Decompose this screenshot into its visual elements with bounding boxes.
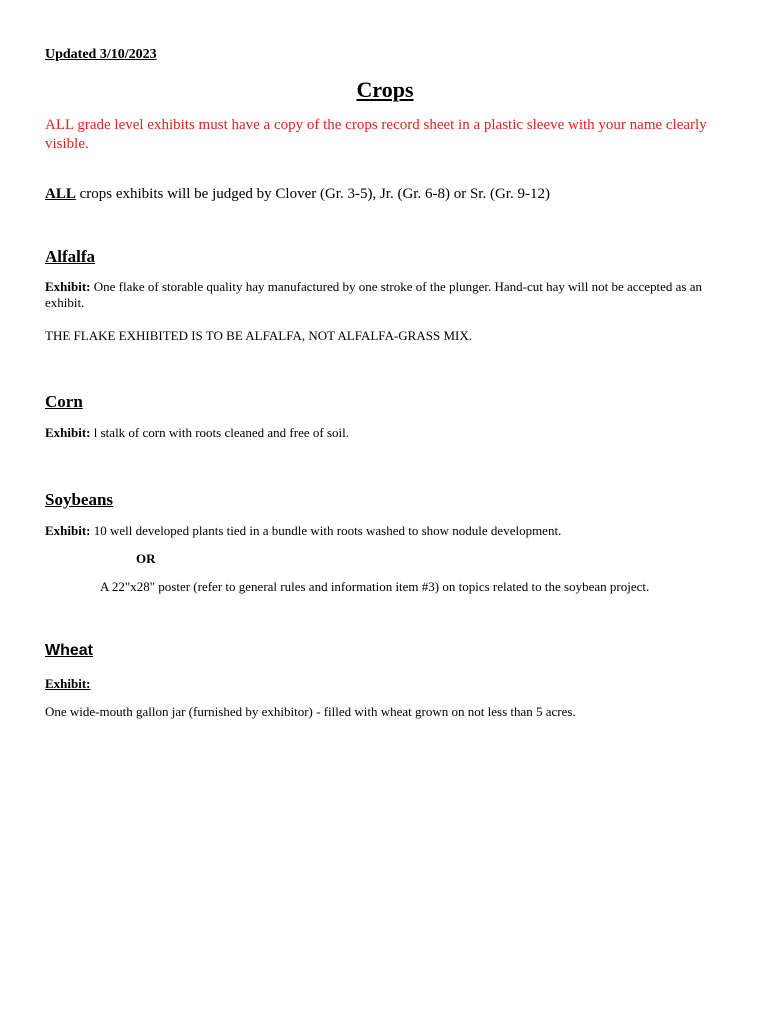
section-heading-soybeans: Soybeans xyxy=(45,490,114,509)
alfalfa-note: THE FLAKE EXHIBITED IS TO BE ALFALFA, NOT ALFALFA-GRASS MIX. xyxy=(45,328,472,343)
corn-exhibit-text: l stalk of corn with roots cleaned and free of soil. xyxy=(90,425,349,440)
judging-lead: ALL xyxy=(45,186,76,202)
judging-statement xyxy=(45,186,550,203)
record-sheet-notice: ALL grade level exhibits must have a copy of the crops record sheet in a plastic sleeve with your name clearly visible. xyxy=(45,117,707,152)
alfalfa-exhibit-label: Exhibit: xyxy=(45,279,91,294)
judging-text: crops exhibits will be judged by Clover (Gr. 3-5), Jr. (Gr. 6-8) or Sr. (Gr. 9-12) xyxy=(75,186,550,202)
wheat-exhibit-text: One wide-mouth gallon jar (furnished by exhibitor) - filled with wheat grown on not less than 5 acres. xyxy=(45,704,576,719)
soybeans-or: OR xyxy=(136,551,156,566)
page-title: Crops xyxy=(356,77,414,102)
alfalfa-exhibit-text: One flake of storable quality hay manufactured by one stroke of the plunger. Hand-cut hay will not be accepted as an exhibit. xyxy=(45,279,703,310)
section-heading-wheat: Wheat xyxy=(45,642,93,659)
section-heading-alfalfa: Alfalfa xyxy=(45,247,96,266)
section-heading-corn: Corn xyxy=(45,392,83,411)
wheat-exhibit-label: Exhibit: xyxy=(45,676,91,691)
corn-exhibit xyxy=(45,425,349,441)
soybeans-exhibit xyxy=(45,523,561,539)
updated-date: Updated 3/10/2023 xyxy=(45,47,157,62)
soybeans-exhibit-label: Exhibit: xyxy=(45,523,91,538)
soybeans-alt-exhibit: A 22"x28" poster (refer to general rules and information item #3) on topics related to the soybean project. xyxy=(100,579,650,594)
corn-exhibit-label: Exhibit: xyxy=(45,425,91,440)
alfalfa-exhibit xyxy=(45,279,725,311)
soybeans-exhibit-text: 10 well developed plants tied in a bundle with roots washed to show nodule development. xyxy=(90,523,562,538)
